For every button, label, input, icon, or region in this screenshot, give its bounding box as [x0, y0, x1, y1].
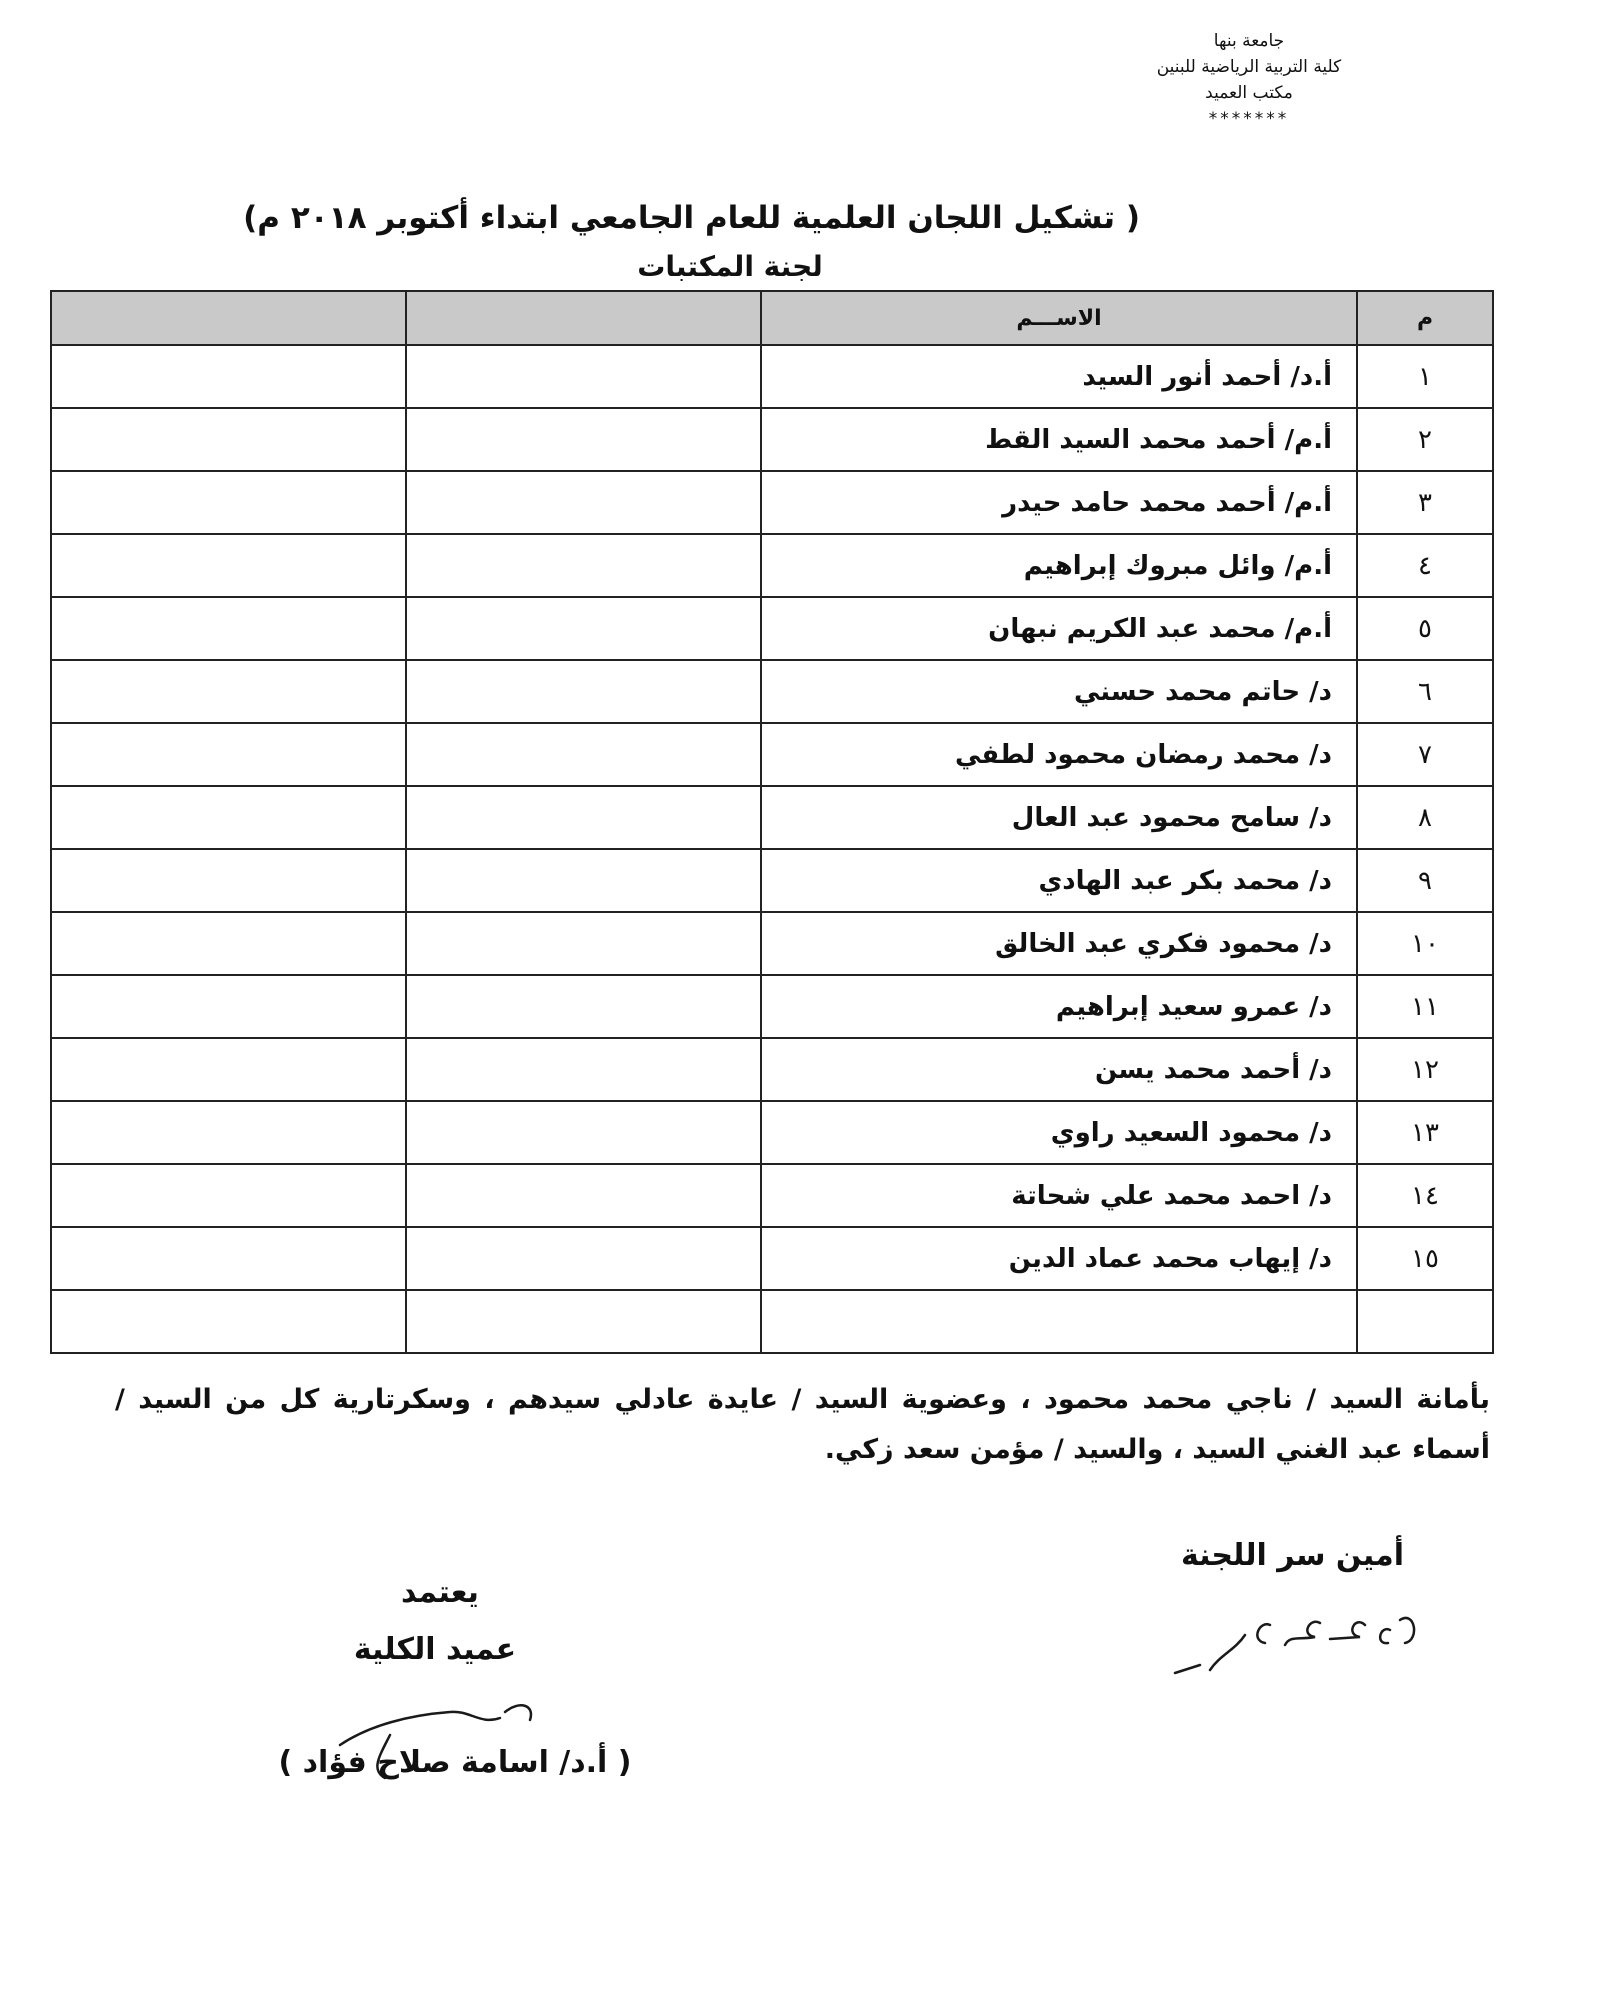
table-row [51, 786, 1493, 849]
member-name: أ.م/ وائل مبروك إبراهيم [761, 534, 1357, 597]
header-col4 [51, 291, 406, 345]
members-table [50, 290, 1494, 1354]
row-number: ٨ [1357, 786, 1493, 849]
member-name: د/ حاتم محمد حسني [761, 660, 1357, 723]
table-row [51, 1038, 1493, 1101]
row-col3 [406, 975, 761, 1038]
member-name: د/ أحمد محمد يسن [761, 1038, 1357, 1101]
table-row [51, 660, 1493, 723]
row-col3 [406, 1290, 761, 1353]
table-row [51, 534, 1493, 597]
university-name: جامعة بنها [1213, 31, 1285, 51]
secretariat-paragraph: بأمانة السيد / ناجي محمد محمود ، وعضوية السيد / عايدة عادلي سيدهم ، وسكرتارية كل من السيد / أسماء عبد الغني السيد ، والسيد / مؤمن سعد زكي. [115, 1384, 1490, 1465]
row-col3 [406, 912, 761, 975]
row-col4 [51, 534, 406, 597]
table-body [51, 345, 1493, 1353]
row-number: ١٥ [1357, 1227, 1493, 1290]
row-col4 [51, 408, 406, 471]
institution-header [1084, 28, 1414, 132]
row-col4 [51, 912, 406, 975]
member-name: د/ احمد محمد علي شحاتة [761, 1164, 1357, 1227]
row-col4 [51, 1290, 406, 1353]
row-col4 [51, 471, 406, 534]
row-col3 [406, 408, 761, 471]
document-title: ( تشكيل اللجان العلمية للعام الجامعي ابتداء أكتوبر ٢٠١٨ م) [243, 200, 1140, 236]
dean-title: عميد الكلية [353, 1632, 517, 1667]
row-col3 [406, 1227, 761, 1290]
row-col4 [51, 786, 406, 849]
row-col3 [406, 786, 761, 849]
member-name: د/ محمود فكري عبد الخالق [761, 912, 1357, 975]
member-name: أ.م/ محمد عبد الكريم نبهان [761, 597, 1357, 660]
row-number: ٩ [1357, 849, 1493, 912]
row-col3 [406, 1101, 761, 1164]
header-col3 [406, 291, 761, 345]
member-name: د/ إيهاب محمد عماد الدين [761, 1227, 1357, 1290]
table-row [51, 1101, 1493, 1164]
row-col3 [406, 660, 761, 723]
row-col3 [406, 597, 761, 660]
table-row [51, 1164, 1493, 1227]
row-number: ٢ [1357, 408, 1493, 471]
committee-secretary-signature [1150, 1595, 1430, 1685]
table-row [51, 471, 1493, 534]
row-number: ١٢ [1357, 1038, 1493, 1101]
member-name: أ.م/ أحمد محمد حامد حيدر [761, 471, 1357, 534]
table-row [51, 1227, 1493, 1290]
table-header-row [51, 291, 1493, 345]
table-row [51, 345, 1493, 408]
row-col4 [51, 849, 406, 912]
row-number: ٣ [1357, 471, 1493, 534]
row-number: ٤ [1357, 534, 1493, 597]
table-row [51, 723, 1493, 786]
member-name: د/ عمرو سعيد إبراهيم [761, 975, 1357, 1038]
row-col4 [51, 1227, 406, 1290]
row-col3 [406, 345, 761, 408]
table-row [51, 597, 1493, 660]
row-col4 [51, 723, 406, 786]
row-col4 [51, 597, 406, 660]
member-name: د/ سامح محمود عبد العال [761, 786, 1357, 849]
committee-name: لجنة المكتبات [637, 250, 823, 283]
member-name: د/ محمود السعيد راوي [761, 1101, 1357, 1164]
header-name: الاســـم [761, 291, 1357, 345]
row-number: ١٠ [1357, 912, 1493, 975]
row-number: ١٣ [1357, 1101, 1493, 1164]
office-name: مكتب العميد [1205, 83, 1293, 103]
header-stars: ******* [1208, 109, 1290, 129]
row-number: ٥ [1357, 597, 1493, 660]
table-row [51, 408, 1493, 471]
row-col4 [51, 1164, 406, 1227]
member-name [761, 1290, 1357, 1353]
row-number: ١٤ [1357, 1164, 1493, 1227]
row-number: ٧ [1357, 723, 1493, 786]
row-number [1357, 1290, 1493, 1353]
row-col4 [51, 1038, 406, 1101]
header-number: م [1357, 291, 1493, 345]
row-col3 [406, 471, 761, 534]
committee-secretary-label: أمين سر اللجنة [1180, 1538, 1404, 1573]
member-name: أ.م/ أحمد محمد السيد القط [761, 408, 1357, 471]
row-col3 [406, 534, 761, 597]
member-name: د/ محمد رمضان محمود لطفي [761, 723, 1357, 786]
row-col4 [51, 660, 406, 723]
table-row [51, 1290, 1493, 1353]
row-col3 [406, 1164, 761, 1227]
row-number: ٦ [1357, 660, 1493, 723]
row-col3 [406, 1038, 761, 1101]
member-name: د/ محمد بكر عبد الهادي [761, 849, 1357, 912]
member-name: أ.د/ أحمد أنور السيد [761, 345, 1357, 408]
table-row [51, 849, 1493, 912]
row-col4 [51, 345, 406, 408]
row-number: ١ [1357, 345, 1493, 408]
row-number: ١١ [1357, 975, 1493, 1038]
row-col4 [51, 1101, 406, 1164]
dean-name: ( أ.د/ اسامة صلاح فؤاد ) [278, 1745, 632, 1780]
table-row [51, 912, 1493, 975]
faculty-name: كلية التربية الرياضية للبنين [1156, 57, 1342, 77]
table-row [51, 975, 1493, 1038]
row-col3 [406, 849, 761, 912]
row-col3 [406, 723, 761, 786]
approve-label: يعتمد [401, 1575, 479, 1610]
row-col4 [51, 975, 406, 1038]
